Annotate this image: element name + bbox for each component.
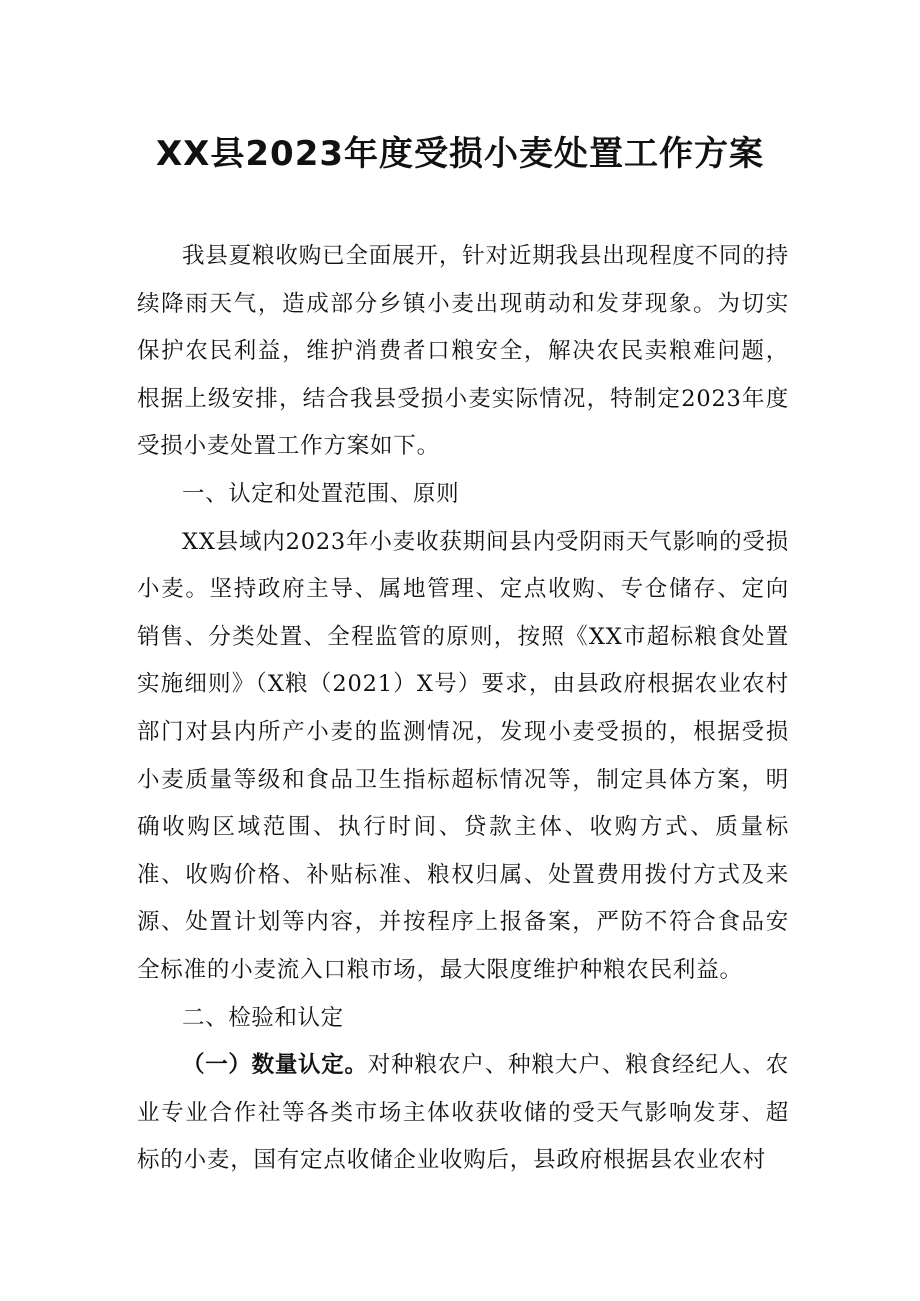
intro-paragraph: 我县夏粮收购已全面展开，针对近期我县出现程度不同的持续降雨天气，造成部分乡镇小麦出现萌动和发芽现象。为切实保护农民利益，维护消费者口粮安全，解决农民卖粮难问题，根据上级安排，结合我县受损小麦实际情况，特制定2023年度受损小麦处置工作方案如下。 bbox=[137, 243, 789, 460]
document-body bbox=[137, 233, 789, 1185]
section-2-item-1-paragraph bbox=[137, 1042, 789, 1185]
item-1-text: 对种粮农户、种粮大户、粮食经纪人、农业专业合作社等各类市场主体收获收储的受天气影响发芽、超标的小麦，国有定点收储企业收购后，县政府根据县农业农村 bbox=[137, 1052, 789, 1174]
document-title: XX县2023年度受损小麦处置工作方案 bbox=[155, 134, 765, 174]
section-1-paragraph: XX县域内2023年小麦收获期间县内受阴雨天气影响的受损小麦。坚持政府主导、属地管理、定点收购、专仓储存、定向销售、分类处置、全程监管的原则，按照《XX市超标粮食处置实施细则》（X粮（2021）X号）要求，由县政府根据农业农村部门对县内所产小麦的监测情况，发现小麦受损的，根据受损小麦质量等级和食品卫生指标超标情况等，制定具体方案，明确收购区域范围、执行时间、贷款主体、收购方式、质量标准、收购价格、补贴标准、粮权归属、处置费用拨付方式及来源、处置计划等内容，并按程序上报备案，严防不符合食品安全标准的小麦流入口粮市场，最大限度维护种粮农民利益。 bbox=[137, 528, 789, 983]
item-1-label: （一）数量认定。 bbox=[182, 1052, 368, 1079]
section-2-heading: 二、检验和认定 bbox=[182, 1004, 344, 1031]
section-1-heading: 一、认定和处置范围、原则 bbox=[182, 480, 460, 507]
